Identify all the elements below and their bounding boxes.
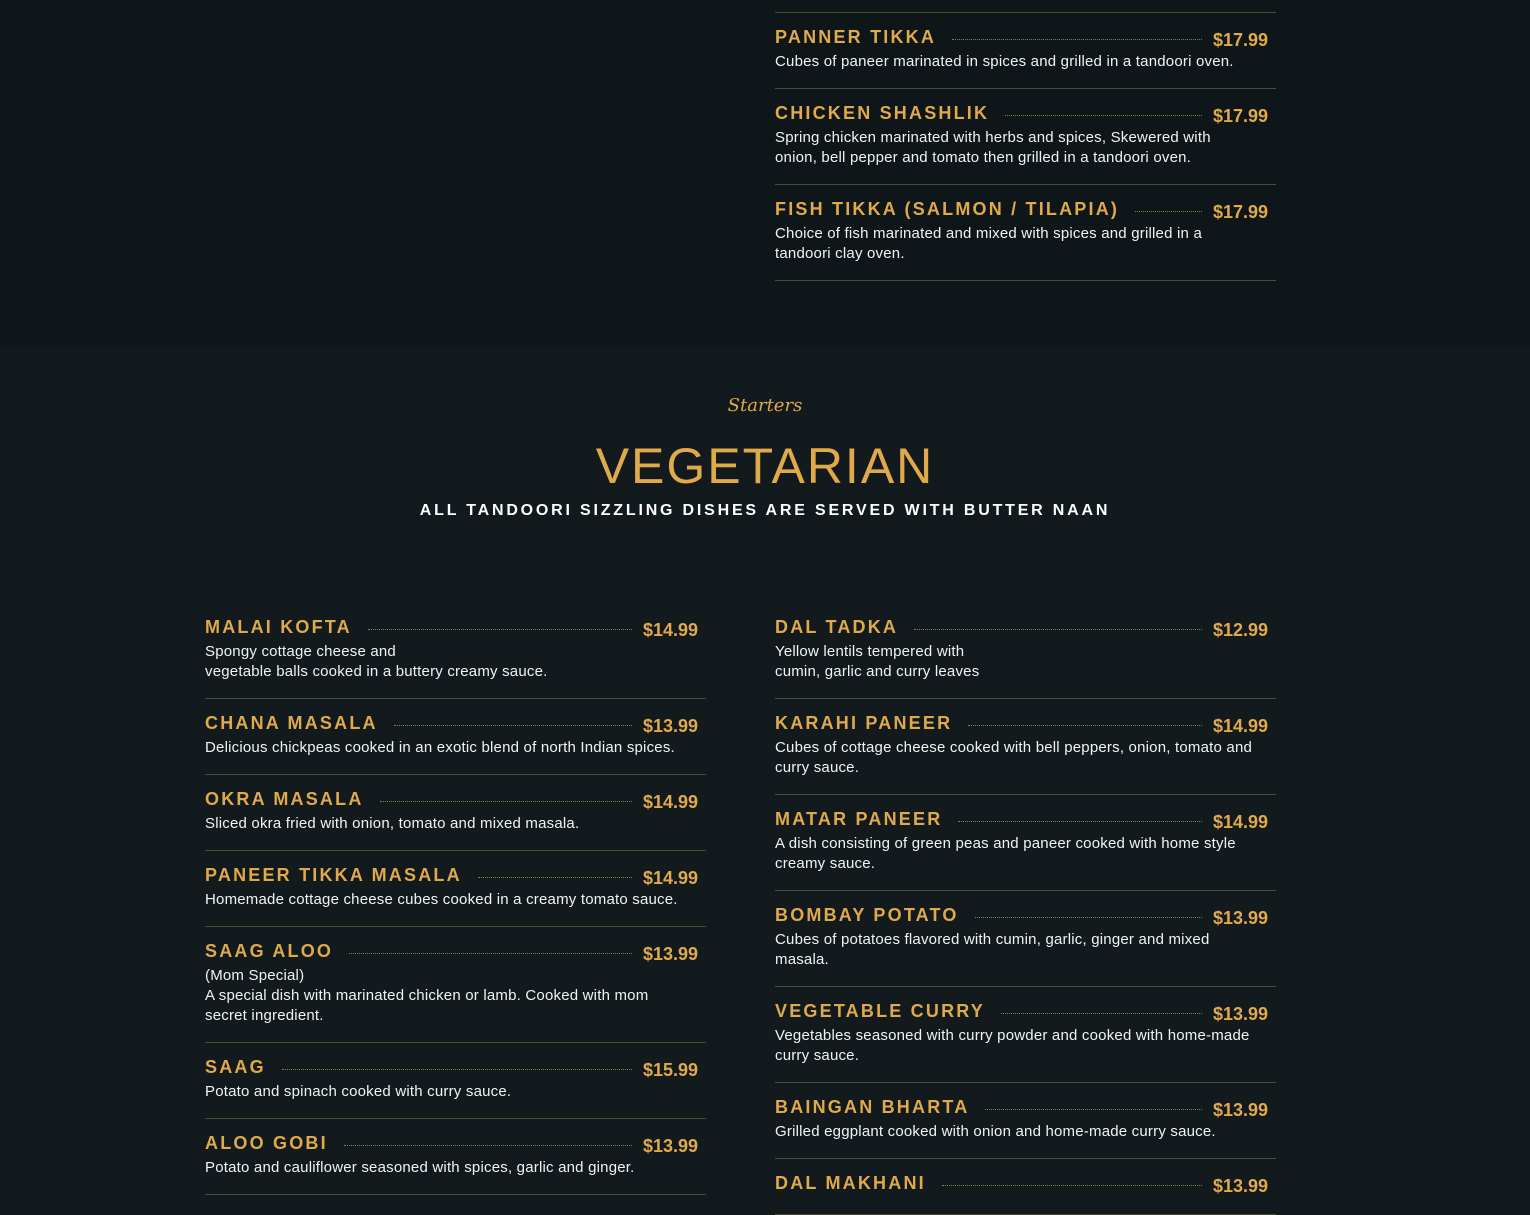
menu-item-header: [775, 197, 1276, 221]
menu-item-name: BOMBAY POTATO: [775, 904, 959, 925]
menu-item-header: [775, 999, 1276, 1023]
vegetarian-left-column: [205, 603, 706, 1195]
menu-item-price: $17.99: [1212, 105, 1268, 126]
menu-item-header: [775, 101, 1276, 125]
menu-item-header: [775, 711, 1276, 735]
menu-item-header: [205, 787, 706, 811]
menu-item-description: Sliced okra fried with onion, tomato and mixed masala.: [205, 815, 580, 832]
menu-item-price: $13.99: [1212, 1003, 1268, 1024]
menu-item-price: $14.99: [642, 867, 698, 888]
dotted-leader: [985, 1109, 1201, 1110]
menu-item-price: $14.99: [642, 619, 698, 640]
dotted-leader: [1135, 211, 1202, 212]
menu-item-header: [205, 615, 706, 639]
menu-item-name: CHANA MASALA: [205, 712, 378, 733]
menu-item: [205, 1043, 706, 1119]
menu-item: [775, 987, 1276, 1083]
dotted-leader: [1005, 115, 1202, 116]
menu-item: [775, 795, 1276, 891]
menu-item-header: [775, 25, 1276, 49]
menu-item-name: DAL TADKA: [775, 616, 899, 637]
menu-item-description: Potato and spinach cooked with curry sauce.: [205, 1083, 512, 1100]
menu-item-description: Cubes of cottage cheese cooked with bell peppers, onion, tomato and curry sauce.: [775, 739, 1253, 776]
menu-item-description: Yellow lentils tempered with cumin, garlic and curry leaves: [775, 643, 980, 680]
menu-item: [205, 927, 706, 1043]
menu-item-price: $17.99: [1212, 29, 1268, 50]
menu-item: [205, 775, 706, 851]
menu-item-name: FISH TIKKA (SALMON / TILAPIA): [775, 198, 1120, 219]
menu-item: [775, 1083, 1276, 1159]
section-eyebrow: Starters: [727, 395, 803, 416]
dotted-leader: [282, 1069, 632, 1070]
menu-item-name: SAAG: [205, 1056, 266, 1077]
menu-item-description: Cubes of paneer marinated in spices and grilled in a tandoori oven.: [775, 53, 1234, 70]
menu-item-name: VEGETABLE CURRY: [775, 1000, 986, 1021]
menu-item-description: A dish consisting of green peas and paneer cooked with home style creamy sauce.: [775, 835, 1236, 872]
menu-item-price: $14.99: [1212, 811, 1268, 832]
menu-item-header: [205, 1131, 706, 1155]
menu-item-description: Potato and cauliflower seasoned with spices, garlic and ginger.: [205, 1159, 635, 1176]
menu-item-header: [205, 1055, 706, 1079]
vegetarian-right-column: [775, 603, 1276, 1215]
menu-item-description: Homemade cottage cheese cubes cooked in a creamy tomato sauce.: [205, 891, 678, 908]
menu-item-price: $13.99: [642, 715, 698, 736]
menu-item-name: DAL MAKHANI: [775, 1172, 926, 1193]
menu-item: [205, 851, 706, 927]
menu-item: [205, 1119, 706, 1195]
dotted-leader: [968, 725, 1202, 726]
menu-item-description: Grilled eggplant cooked with onion and home-made curry sauce.: [775, 1123, 1216, 1140]
menu-item-price: $13.99: [642, 1135, 698, 1156]
dotted-leader: [914, 629, 1202, 630]
menu-item: [775, 12, 1276, 89]
menu-item-description: Cubes of potatoes flavored with cumin, garlic, ginger and mixed masala.: [775, 931, 1210, 968]
menu-item-name: PANNER TIKKA: [775, 26, 937, 47]
dotted-leader: [975, 917, 1202, 918]
menu-item-price: $13.99: [1212, 1175, 1268, 1196]
menu-item-header: [205, 863, 706, 887]
dotted-leader: [344, 1145, 632, 1146]
dotted-leader: [958, 821, 1202, 822]
section-subtitle: ALL TANDOORI SIZZLING DISHES ARE SERVED WITH BUTTER NAAN: [419, 502, 1111, 519]
menu-item-price: $14.99: [1212, 715, 1268, 736]
vegetarian-section: [0, 347, 1530, 1207]
menu-item-name: BAINGAN BHARTA: [775, 1096, 970, 1117]
dotted-leader: [394, 725, 632, 726]
menu-item-header: [775, 1171, 1276, 1195]
menu-item-header: [205, 711, 706, 735]
menu-item: [775, 603, 1276, 699]
top-right-column: [775, 12, 1276, 281]
menu-item-description: Vegetables seasoned with curry powder and cooked with home-made curry sauce.: [775, 1027, 1250, 1064]
menu-item-name: KARAHI PANEER: [775, 712, 953, 733]
menu-item-price: $13.99: [1212, 1099, 1268, 1120]
menu-item-name: ALOO GOBI: [205, 1132, 328, 1153]
menu-item: [775, 89, 1276, 185]
menu-item-price: $13.99: [1212, 907, 1268, 928]
menu-item: [205, 603, 706, 699]
menu-item: [775, 699, 1276, 795]
menu-item-name: SAAG ALOO: [205, 940, 334, 961]
top-menu-section: [0, 0, 1530, 347]
menu-item-header: [775, 807, 1276, 831]
menu-item-price: $13.99: [642, 943, 698, 964]
menu-item-price: $14.99: [642, 791, 698, 812]
menu-item-price: $12.99: [1212, 619, 1268, 640]
menu-item-price: $17.99: [1212, 201, 1268, 222]
menu-item-header: [775, 903, 1276, 927]
menu-item: [775, 185, 1276, 281]
dotted-leader: [952, 39, 1202, 40]
dotted-leader: [1001, 1013, 1202, 1014]
section-title: VEGETARIAN: [595, 438, 935, 494]
menu-item-header: [205, 939, 706, 963]
menu-item-description: Spring chicken marinated with herbs and spices, Skewered with onion, bell pepper and tomato then grilled in a tandoori oven.: [775, 129, 1211, 166]
menu-item-name: PANEER TIKKA MASALA: [205, 864, 462, 885]
menu-item-header: [775, 1095, 1276, 1119]
menu-item-description: Spongy cottage cheese and vegetable balls cooked in a buttery creamy sauce.: [205, 643, 548, 680]
menu-item-description: (Mom Special) A special dish with marinated chicken or lamb. Cooked with mom secret ingredient.: [205, 967, 649, 1024]
dotted-leader: [349, 953, 632, 954]
menu-item: [775, 891, 1276, 987]
menu-item-name: MATAR PANEER: [775, 808, 943, 829]
menu-item-description: Delicious chickpeas cooked in an exotic blend of north Indian spices.: [205, 739, 675, 756]
dotted-leader: [380, 801, 632, 802]
dotted-leader: [942, 1185, 1202, 1186]
menu-item-name: OKRA MASALA: [205, 788, 364, 809]
dotted-leader: [368, 629, 632, 630]
menu-item-name: CHICKEN SHASHLIK: [775, 102, 990, 123]
menu-item-price: $15.99: [642, 1059, 698, 1080]
menu-item-name: MALAI KOFTA: [205, 616, 352, 637]
menu-item-description: Choice of fish marinated and mixed with spices and grilled in a tandoori clay oven.: [775, 225, 1202, 262]
dotted-leader: [478, 877, 632, 878]
menu-item: [205, 699, 706, 775]
menu-item-header: [775, 615, 1276, 639]
